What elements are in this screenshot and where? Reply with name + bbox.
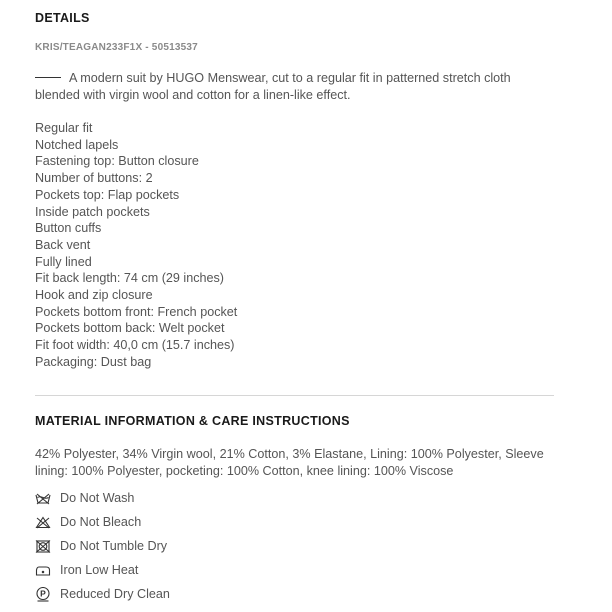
feature-item: Hook and zip closure [35,288,153,303]
care-item-do-not-bleach [35,510,170,534]
feature-item: Regular fit [35,121,93,135]
care-item-reduced-dry-clean [35,582,170,606]
svg-text:P: P [40,588,46,599]
details-heading: DETAILS [35,11,90,25]
iron-low-heat-icon [35,563,51,577]
do-not-bleach-icon [35,515,51,529]
description-text: A modern suit by HUGO Menswear, cut to a regular fit in patterned stretch cloth blended with virgin wool and cotton for a linen-like effect. [35,71,511,102]
care-label: Reduced Dry Clean [60,587,170,601]
feature-item: Pockets bottom back: Welt pocket [35,321,225,336]
care-label: Iron Low Heat [60,563,139,577]
feature-item: Button cuffs [35,221,102,236]
care-item-do-not-tumble-dry [35,534,170,558]
feature-item: Notched lapels [35,137,119,152]
material-care-heading: MATERIAL INFORMATION & CARE INSTRUCTIONS [35,414,350,428]
feature-item: Pockets bottom front: French pocket [35,304,238,319]
feature-item: Fully lined [35,254,92,269]
section-divider [35,395,554,396]
care-item-iron-low-heat [35,558,170,582]
feature-item: Number of buttons: 2 [35,171,153,186]
product-description [35,70,554,104]
care-instructions-list [35,486,170,606]
reduced-dry-clean-icon [35,587,51,601]
feature-item: Packaging: Dust bag [35,354,152,369]
dash-icon [35,77,61,78]
do-not-tumble-dry-icon [35,539,51,553]
care-label: Do Not Tumble Dry [60,539,168,553]
feature-item: Fastening top: Button closure [35,154,199,169]
care-item-do-not-wash [35,486,170,510]
care-label: Do Not Bleach [60,515,142,529]
feature-list [35,120,237,371]
product-sku: KRIS/TEAGAN233F1X - 50513537 [35,42,198,53]
material-composition: 42% Polyester, 34% Virgin wool, 21% Cotton, 3% Elastane, Lining: 100% Polyester, Sleeve lining: 100% Polyester, pocketing: 100% Cotton, knee lining: 100% Viscose [35,447,544,478]
feature-item: Pockets top: Flap pockets [35,187,180,202]
feature-item: Inside patch pockets [35,204,150,219]
feature-item: Fit foot width: 40,0 cm (15.7 inches) [35,338,235,353]
do-not-wash-icon [35,491,51,505]
feature-item: Back vent [35,237,91,252]
care-label: Do Not Wash [60,491,135,505]
feature-item: Fit back length: 74 cm (29 inches) [35,271,224,286]
